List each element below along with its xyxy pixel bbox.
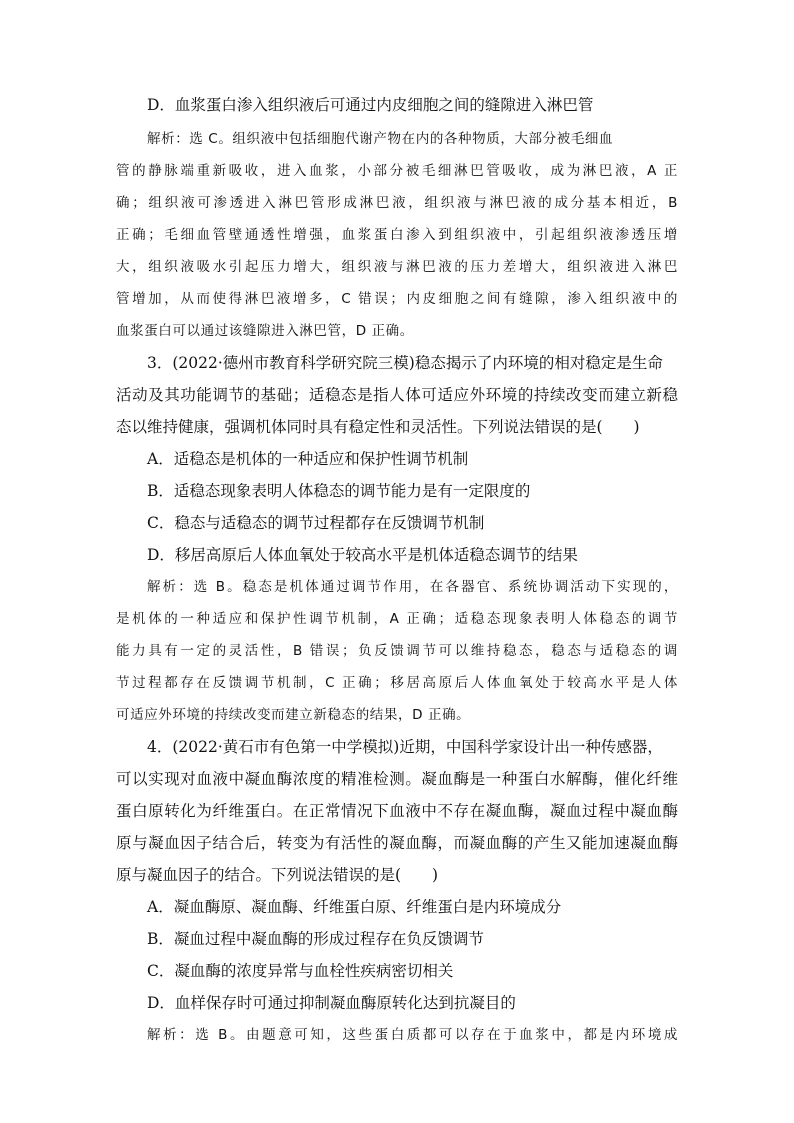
analysis-q3-line-3: 能力具有一定的灵活性，B 错误；负反馈调节可以维持稳态，稳态与适稳态的调 <box>116 643 678 659</box>
option-b-q3: B．适稳态现象表明人体稳态的调节能力是有一定限度的 <box>147 482 531 500</box>
option-d-q4: D．血样保存时可通过抑制凝血酶原转化达到抗凝目的 <box>147 994 516 1012</box>
question-3-stem-line-3: 态以维持健康，强调机体同时具有稳定性和灵活性。下列说法错误的是( ) <box>116 418 640 436</box>
analysis-q2-line-5: 大，组织液吸水引起压力增大，组织液与淋巴液的压力差增大，组织液进入淋巴 <box>116 259 678 275</box>
analysis-q2-line-2: 管的静脉端重新吸收，进入血浆，小部分被毛细淋巴管吸收，成为淋巴液，A 正 <box>116 163 679 179</box>
analysis-q2-line-6: 管增加，从而使得淋巴液增多，C 错误；内皮细胞之间有缝隙，渗入组织液中的 <box>116 291 678 307</box>
question-4-stem-line-5: 原与凝血因子的结合。下列说法错误的是( ) <box>116 866 439 884</box>
option-d-q2: D．血浆蛋白渗入组织液后可通过内皮细胞之间的缝隙进入淋巴管 <box>147 96 594 114</box>
analysis-q2-line-3: 确；组织液可渗透进入淋巴管形成淋巴液，组织液与淋巴液的成分基本相近，B <box>116 195 678 211</box>
analysis-q4-line-1: 解析：选 B。由题意可知，这些蛋白质都可以存在于血浆中，都是内环境成 <box>147 1027 678 1043</box>
analysis-q2-line-4: 正确；毛细血管壁通透性增强，血浆蛋白渗入到组织液中，引起组织液渗透压增 <box>116 227 678 243</box>
option-d-q3: D．移居高原后人体血氧处于较高水平是机体适稳态调节的结果 <box>147 546 578 564</box>
question-4-stem-line-1: 4．(2022·黄石市有色第一中学模拟)近期，中国科学家设计出一种传感器， <box>147 738 663 756</box>
question-4-stem-line-4: 原与凝血因子结合后，转变为有活性的凝血酶，而凝血酶的产生又能加速凝血酶 <box>116 834 678 852</box>
analysis-q2-line-7: 血浆蛋白可以通过该缝隙进入淋巴管，D 正确。 <box>116 323 414 339</box>
option-c-q4: C．凝血酶的浓度异常与血栓性疾病密切相关 <box>147 962 454 980</box>
analysis-q3-line-1: 解析：选 B。稳态是机体通过调节作用，在各器官、系统协调活动下实现的， <box>147 579 678 595</box>
option-b-q4: B．凝血过程中凝血酶的形成过程存在负反馈调节 <box>147 930 484 948</box>
analysis-q3-line-5: 可适应外环境的持续改变而建立新稳态的结果，D 正确。 <box>116 707 471 723</box>
analysis-q3-line-2: 是机体的一种适应和保护性调节机制，A 正确；适稳态现象表明人体稳态的调节 <box>116 611 678 627</box>
question-4-stem-line-3: 蛋白原转化为纤维蛋白。在正常情况下血液中不存在凝血酶，凝血过程中凝血酶 <box>116 802 678 820</box>
question-3-stem-line-2: 活动及其功能调节的基础；适稳态是指人体可适应外环境的持续改变而建立新稳 <box>116 386 678 404</box>
option-a-q3: A．适稳态是机体的一种适应和保护性调节机制 <box>147 450 469 468</box>
analysis-q2-line-1: 解析：选 C。组织液中包括细胞代谢产物在内的各种物质，大部分被毛细血 <box>147 131 614 147</box>
question-3-stem-line-1: 3．(2022·德州市教育科学研究院三模)稳态揭示了内环境的相对稳定是生命 <box>147 354 663 372</box>
option-a-q4: A．凝血酶原、凝血酶、纤维蛋白原、纤维蛋白是内环境成分 <box>147 898 562 916</box>
option-c-q3: C．稳态与适稳态的调节过程都存在反馈调节机制 <box>147 514 485 532</box>
analysis-q3-line-4: 节过程都存在反馈调节机制，C 正确；移居高原后人体血氧处于较高水平是人体 <box>116 675 678 691</box>
question-4-stem-line-2: 可以实现对血液中凝血酶浓度的精准检测。凝血酶是一种蛋白水解酶，催化纤维 <box>116 770 678 788</box>
